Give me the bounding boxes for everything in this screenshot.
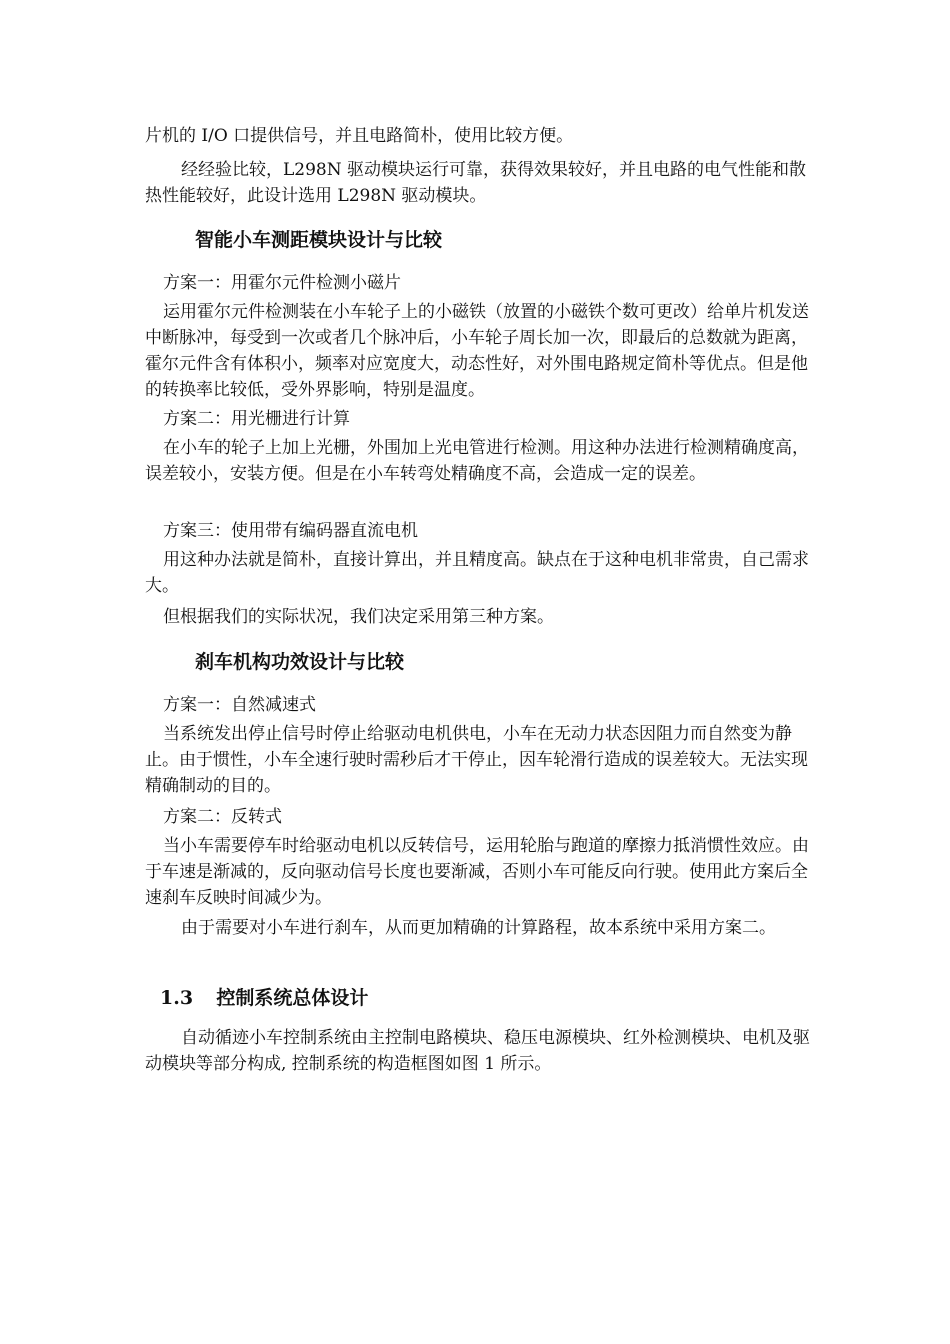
section-number: 1.3 [160,987,194,1009]
section-heading-brake-mechanism: 刹车机构功效设计与比较 [195,651,405,673]
scheme-one-body: 运用霍尔元件检测装在小车轮子上的小磁铁（放置的小磁铁个数可更改）给单片机发送中断脉冲，每受到一次或者几个脉冲后，小车轮子周长加一次，即最后的总数就为距离，霍尔元件含有体积小，频率对应宽度大，动态性好，对外围电路规定简朴等优点。但是他的转换率比较低，受外界影响，特别是温度。 [145,302,809,400]
scheme-three-title: 方案三：使用带有编码器直流电机 [163,521,418,541]
section-title: 控制系统总体设计 [216,987,369,1009]
section-heading-control-system [160,984,368,1012]
section-heading-distance-module: 智能小车测距模块设计与比较 [195,229,443,251]
paragraph-continuation: 片机的 I/O 口提供信号，并且电路简朴，使用比较方便。 [145,126,574,146]
paragraph-l298n-conclusion: 经经验比较，L298N 驱动模块运行可靠，获得效果较好，并且电路的电气性能和散热性能较好，此设计选用 L298N 驱动模块。 [145,160,807,206]
brake-conclusion: 由于需要对小车进行刹车，从而更加精确的计算路程，故本系统中采用方案二。 [181,918,776,938]
control-system-description: 自动循迹小车控制系统由主控制电路模块、稳压电源模块、红外检测模块、电机及驱动模块等部分构成, 控制系统的构造框图如图 1 所示。 [145,1028,810,1074]
brake-scheme-two-body: 当小车需要停车时给驱动电机以反转信号，运用轮胎与跑道的摩擦力抵消惯性效应。由于车速是渐减的，反向驱动信号长度也要渐减，否则小车可能反向行驶。使用此方案后全速刹车反映时间减少为。 [145,836,809,908]
scheme-two-title: 方案二：用光栅进行计算 [163,409,350,429]
scheme-two-body: 在小车的轮子上加上光栅，外围加上光电管进行检测。用这种办法进行检测精确度高，误差较小，安装方便。但是在小车转弯处精确度不高，会造成一定的误差。 [145,438,809,484]
scheme-three-body: 用这种办法就是简朴，直接计算出，并且精度高。缺点在于这种电机非常贵，自己需求大。 [145,550,809,596]
brake-scheme-two-title: 方案二：反转式 [163,807,282,827]
distance-conclusion: 但根据我们的实际状况，我们决定采用第三种方案。 [163,607,554,627]
brake-scheme-one-body: 当系统发出停止信号时停止给驱动电机供电，小车在无动力状态因阻力而自然变为静止。由于惯性，小车全速行驶时需秒后才干停止，因车轮滑行造成的误差较大。无法实现精确制动的目的。 [145,724,808,796]
brake-scheme-one-title: 方案一：自然减速式 [163,695,316,715]
scheme-one-title: 方案一：用霍尔元件检测小磁片 [163,273,401,293]
